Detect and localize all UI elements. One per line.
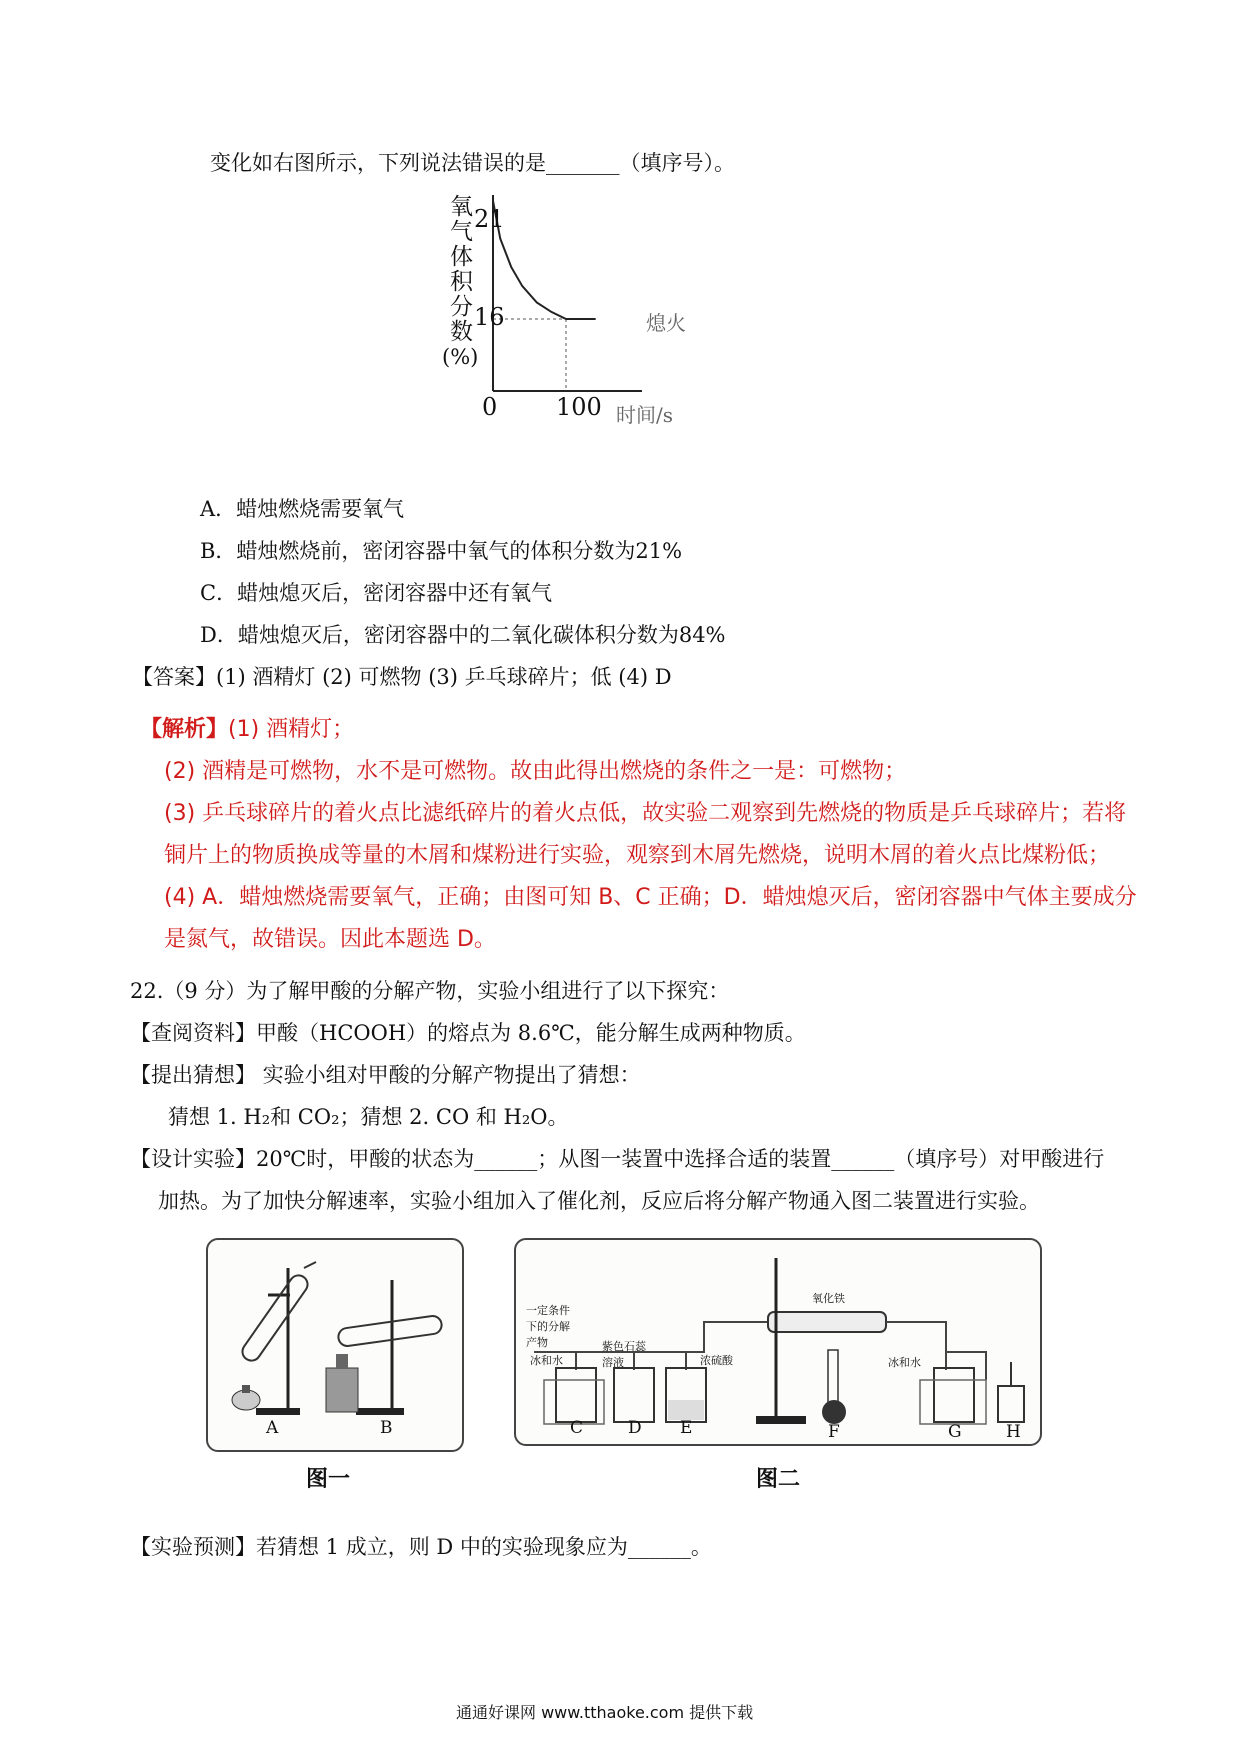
fig2-oxide-label: 氧化铁: [812, 1292, 845, 1305]
data-point-0: [492, 200, 494, 202]
fig2-label-h: H: [1006, 1422, 1021, 1442]
y-label-char: 数: [450, 319, 473, 345]
data-point-4: [536, 302, 538, 304]
q22-info: 【查阅资料】甲酸（HCOOH）的熔点为 8.6℃，能分解生成两种物质。: [130, 1021, 806, 1045]
analysis-line-6: 是氮气，故错误。因此本题选 D。: [164, 927, 496, 952]
q22-guess: 猜想 1. H₂和 CO₂；猜想 2. CO 和 H₂O。: [168, 1105, 569, 1129]
chart-axes: [493, 195, 642, 391]
x-tick-100: 100: [556, 393, 602, 421]
data-point-3: [521, 285, 523, 287]
y-label-char: 气: [450, 219, 473, 245]
analysis-line-2: (2) 酒精是可燃物，水不是可燃物。故由此得出燃烧的条件之一是：可燃物；: [164, 759, 907, 784]
option-c: C．蜡烛熄灭后，密闭容器中还有氧气: [200, 581, 553, 605]
option-d: D．蜡烛熄灭后，密闭容器中的二氧化碳体积分数为84%: [200, 623, 726, 647]
y-label-char: 积: [450, 269, 473, 295]
fig2-ice-label-2: 冰和水: [888, 1356, 921, 1369]
data-point-2: [510, 266, 512, 268]
figure-1-caption: 图一: [306, 1466, 351, 1492]
figure-1-apparatus: [208, 1240, 462, 1450]
fig1-label-b: B: [380, 1418, 393, 1438]
fig2-label-d: D: [628, 1418, 642, 1438]
data-point-7: [594, 318, 596, 320]
q22-predict: 【实验预测】若猜想 1 成立，则 D 中的实验现象应为______。: [130, 1535, 712, 1559]
fig2-label-e: E: [680, 1418, 693, 1438]
question-intro: 变化如右图所示，下列说法错误的是_______（填序号）。: [210, 151, 735, 175]
extinguish-annotation: 熄火: [646, 311, 686, 335]
figure-2-caption: 图二: [756, 1466, 801, 1492]
oxygen-curve: [493, 201, 595, 319]
chart-marks: [492, 200, 596, 320]
q22-guess-head: 【提出猜想】 实验小组对甲酸的分解产物提出了猜想：: [130, 1063, 641, 1087]
fig1-label-a: A: [266, 1418, 279, 1438]
q22-title: 22.（9 分）为了解甲酸的分解产物，实验小组进行了以下探究：: [130, 979, 730, 1003]
analysis-line-5: (4) A．蜡烛燃烧需要氧气，正确；由图可知 B、C 正确；D．蜡烛熄灭后，密闭容器中气体主要成分: [164, 885, 1137, 910]
analysis-head: 【解析】: [140, 717, 229, 742]
figure-1-box: [206, 1238, 464, 1452]
analysis-line-1: [140, 712, 354, 743]
data-point-6: [565, 318, 567, 320]
fig2-ice-label-1: 冰和水: [530, 1354, 563, 1367]
data-point-1: [500, 238, 502, 240]
option-b: B．蜡烛燃烧前，密闭容器中氧气的体积分数为21%: [200, 539, 683, 563]
y-label-char: 氧: [450, 194, 473, 220]
y-label-char: 体: [450, 244, 473, 270]
x-axis-label: 时间/s: [616, 403, 674, 427]
data-point-5: [551, 311, 553, 313]
y-tick-21: 21: [474, 205, 505, 233]
x-tick-0: 0: [482, 393, 498, 421]
figure-2-box: [514, 1238, 1042, 1446]
oxygen-chart: [420, 195, 760, 479]
fig2-label-g: G: [948, 1422, 962, 1442]
q22-design-2: 加热。为了加快分解速率，实验小组加入了催化剂，反应后将分解产物通入图二装置进行实验。: [158, 1189, 1040, 1213]
analysis-line-4: 铜片上的物质换成等量的木屑和煤粉进行实验，观察到木屑先燃烧，说明木屑的着火点比煤粉低；: [164, 843, 1111, 868]
option-a: A．蜡烛燃烧需要氧气: [200, 497, 405, 521]
y-label-char: 分: [450, 294, 473, 320]
y-label-char: (%): [442, 345, 479, 369]
footer: 通通好课网 www.tthaoke.com 提供下载: [456, 1703, 754, 1722]
fig2-label-c: C: [570, 1418, 584, 1438]
fig2-label-f: F: [828, 1422, 840, 1442]
q22-design-1: 【设计实验】20℃时，甲酸的状态为______；从图一装置中选择合适的装置______（填序号）对甲酸进行: [130, 1147, 1105, 1171]
figure-2-apparatus: [516, 1240, 1040, 1444]
analysis-l1: (1) 酒精灯；: [228, 717, 355, 742]
y-tick-16: 16: [474, 303, 505, 331]
analysis-line-3: (3) 乒乓球碎片的着火点比滤纸碎片的着火点低，故实验二观察到先燃烧的物质是乒乓球碎片；若将: [164, 801, 1127, 826]
fig2-feed-label: 一定条件下的分解产物: [526, 1304, 570, 1349]
fig2-litmus-label: 紫色石蕊溶液: [602, 1340, 646, 1369]
answer: 【答案】(1) 酒精灯 (2) 可燃物 (3) 乒乓球碎片；低 (4) D: [132, 665, 672, 689]
fig2-acid-label: 浓硫酸: [700, 1354, 733, 1367]
